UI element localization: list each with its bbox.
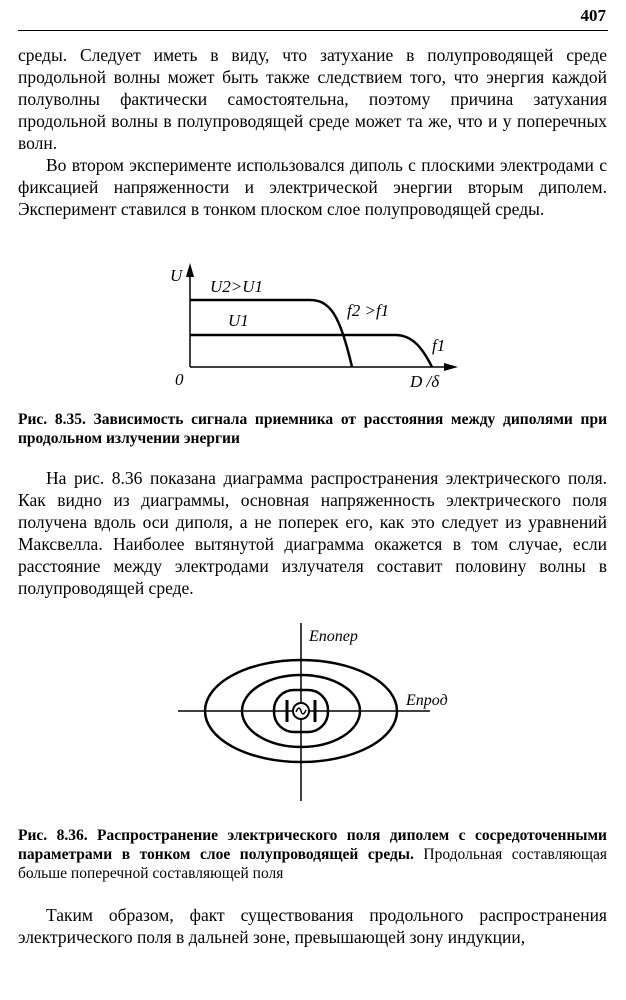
page-number: 407 <box>580 6 606 25</box>
curve-bottom <box>190 335 432 367</box>
paragraph-4: Таким образом, факт существования продольного распространения электрического поля в дальней зоне, превышающей зону индукции, <box>18 905 607 947</box>
header-rule <box>18 30 608 31</box>
figure-8-35 <box>0 255 626 395</box>
caption-836-bold: Рис. 8.36. Распространение электрического поля диполем с сосредоточенными параметрами в тонком слое полупроводящей среды. <box>18 827 607 863</box>
curve-bottom-freq-label: f1 <box>432 336 446 355</box>
caption-836-normal: Продольная составляющая больше поперечной составляющей поля <box>18 846 608 882</box>
caption-835-bold: Рис. 8.35. Зависимость сигнала приемника от расстояния между диполями при продольном излучении энергии <box>18 411 607 447</box>
curve-top <box>190 300 352 367</box>
figure-8-35-caption <box>18 410 607 448</box>
paragraph-1: среды. Следует иметь в виду, что затухание в полупроводящей среде продольной волны может быть также следствием того, что энергия каждой полуволны фактически самостоятельна, поэтому причина затухания продольной волны в полупроводящей среде может та же, что и у поперечных волн. <box>18 45 607 153</box>
y-axis-arrow <box>186 263 194 277</box>
curve-bottom-label: U1 <box>228 311 249 330</box>
curve-top-freq-label: f2 >f1 <box>347 301 390 320</box>
vertical-axis-label: Eпопер <box>309 628 358 645</box>
paragraph-3: На рис. 8.36 показана диаграмма распространения электрического поля. Как видно из диаграммы, основная напряженность электрического поля получена вдоль оси диполя, а не поперек его, как это следует из уравнений Максвелла. Наиболее вытянутой диаграмма окажется в том случае, если расстояние между электродами излучателя составит половину волны в полупроводящей среде. <box>18 468 607 598</box>
curve-top-label: U2>U1 <box>210 277 264 296</box>
y-axis-label: U <box>170 266 183 285</box>
figure-8-36-caption <box>18 826 607 883</box>
figure-8-36 <box>0 615 626 810</box>
paragraph-2: Во втором эксперименте использовался диполь с плоскими электродами с фиксацией напряженности и электрической энергии вторым диполем. Эксперимент ставился в тонком плоском слое полупроводящей среды. <box>18 155 607 219</box>
horizontal-axis-label: Eпрод <box>406 692 448 709</box>
x-axis-arrow <box>444 363 458 371</box>
origin-label: 0 <box>175 370 184 389</box>
x-axis-label: D /δ <box>410 372 440 391</box>
